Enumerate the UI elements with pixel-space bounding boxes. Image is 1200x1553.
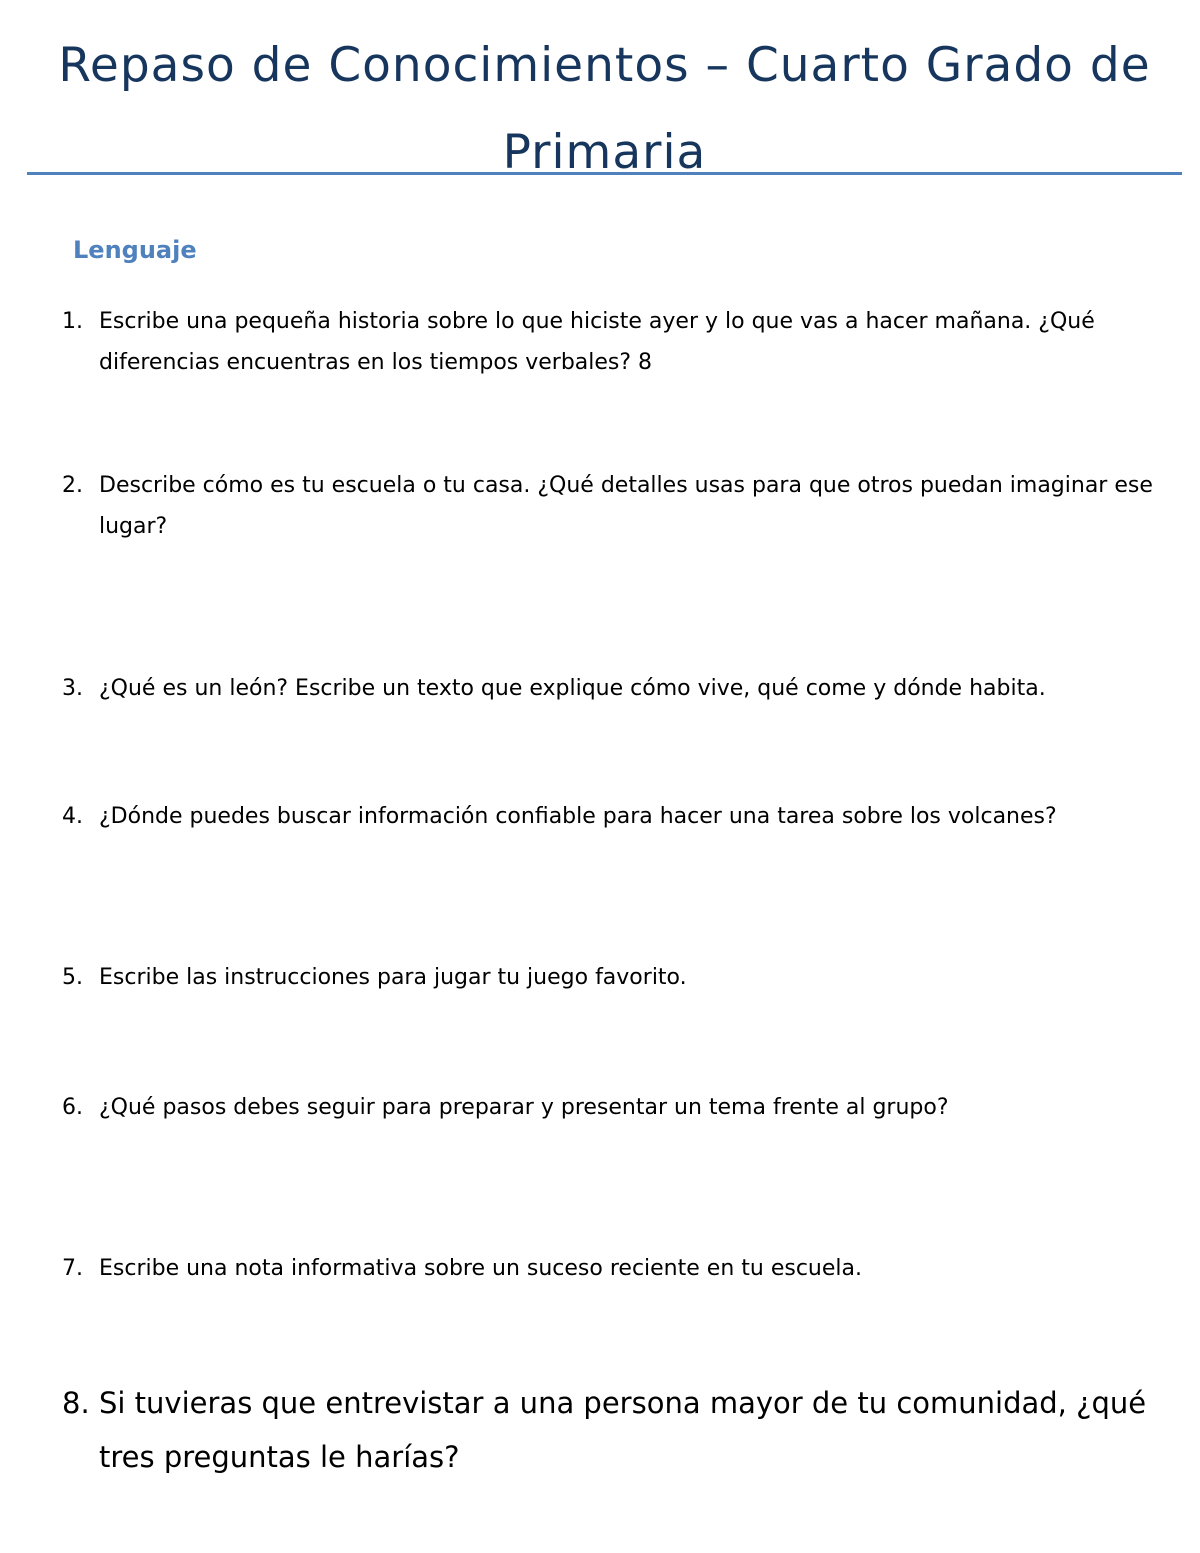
question-item — [62, 668, 1187, 709]
question-text: Escribe las instrucciones para jugar tu juego favorito. — [99, 965, 687, 990]
question-number: 8. — [62, 1386, 90, 1420]
question-number: 1. — [62, 309, 83, 334]
title-divider — [27, 172, 1182, 175]
question-number: 3. — [62, 676, 83, 701]
question-number: 6. — [62, 1095, 83, 1120]
question-text: ¿Dónde puedes buscar información confiable para hacer una tarea sobre los volcanes? — [99, 804, 1057, 829]
question-text: Describe cómo es tu escuela o tu casa. ¿Qué detalles usas para que otros puedan imaginar ese lugar? — [99, 473, 1153, 539]
question-text: ¿Qué es un león? Escribe un texto que explique cómo vive, qué come y dónde habita. — [99, 676, 1046, 701]
question-text: Si tuvieras que entrevistar a una persona mayor de tu comunidad, ¿qué tres preguntas le harías? — [99, 1386, 1147, 1474]
question-text: Escribe una nota informativa sobre un suceso reciente en tu escuela. — [99, 1256, 862, 1281]
section-heading-lenguaje: Lenguaje — [73, 236, 197, 264]
question-item — [62, 1376, 1187, 1484]
question-item — [62, 301, 1187, 383]
question-number: 7. — [62, 1256, 83, 1281]
question-item — [62, 465, 1187, 547]
question-number: 5. — [62, 965, 83, 990]
question-number: 2. — [62, 473, 83, 498]
question-item — [62, 1087, 1187, 1128]
question-item — [62, 796, 1187, 837]
question-text: Escribe una pequeña historia sobre lo que hiciste ayer y lo que vas a hacer mañana. ¿Qué diferencias encuentras en los tiempos verbales? 8 — [99, 309, 1095, 375]
question-item — [62, 957, 1187, 998]
question-item — [62, 1248, 1187, 1289]
question-number: 4. — [62, 804, 83, 829]
page-title: Repaso de Conocimientos – Cuarto Grado de Primaria — [58, 38, 1151, 180]
question-text: ¿Qué pasos debes seguir para preparar y presentar un tema frente al grupo? — [99, 1095, 949, 1120]
